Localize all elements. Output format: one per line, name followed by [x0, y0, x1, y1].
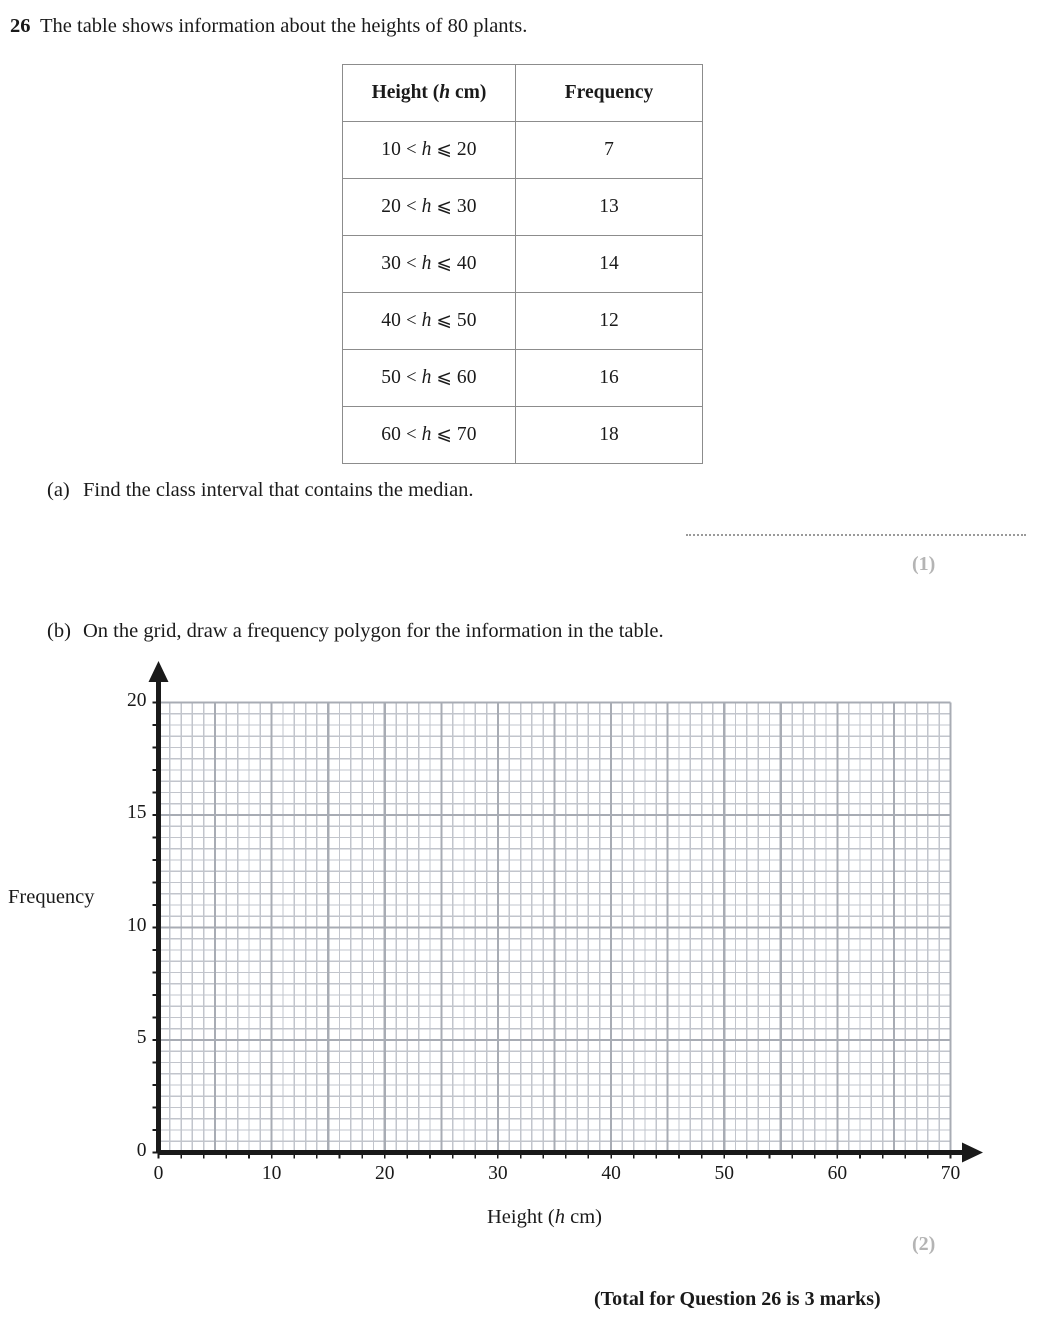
graph-axes [149, 661, 984, 1163]
interval-upper: 70 [456, 424, 477, 445]
table-row [343, 407, 703, 464]
interval-upper: 50 [456, 310, 477, 331]
x-tick-label: 0 [153, 1162, 164, 1184]
cell-frequency: 18 [516, 407, 703, 464]
grid-minor-lines [159, 703, 951, 1153]
table-header-row [343, 65, 703, 122]
cell-height-interval [343, 350, 516, 407]
interval-lower: 10 [381, 139, 402, 160]
cell-height-interval [343, 407, 516, 464]
cell-frequency: 7 [516, 122, 703, 179]
interval-op-lower: < [406, 140, 417, 160]
x-tick-label: 60 [827, 1162, 848, 1184]
interval-variable: h [421, 367, 432, 388]
column-header-height: Height (h cm) [343, 65, 516, 122]
axis-tick-marks [153, 703, 951, 1159]
interval-op-lower: < [406, 425, 417, 445]
part-a-text [47, 479, 474, 502]
cell-frequency: 13 [516, 179, 703, 236]
y-tick-label: 10 [127, 914, 147, 936]
x-tick-label: 30 [488, 1162, 508, 1184]
interval-upper: 20 [456, 139, 477, 160]
cell-height-interval [343, 122, 516, 179]
column-header-frequency: Frequency [516, 65, 703, 122]
interval-variable: h [421, 253, 432, 274]
interval-op-upper: ⩽ [436, 368, 452, 388]
table-body [343, 122, 703, 464]
interval-upper: 40 [456, 253, 477, 274]
interval-variable: h [421, 310, 432, 331]
cell-height-interval [343, 293, 516, 350]
y-tick-label: 15 [127, 802, 147, 823]
x-axis-arrow [962, 1143, 983, 1163]
interval-variable: h [421, 139, 432, 160]
part-b-text [47, 620, 664, 643]
interval-lower: 20 [381, 196, 402, 217]
x-tick-label: 40 [601, 1162, 621, 1184]
cell-height-interval [343, 179, 516, 236]
answer-line-part-a[interactable] [686, 534, 1026, 536]
table-row [343, 122, 703, 179]
interval-lower: 60 [381, 424, 402, 445]
interval-variable: h [421, 424, 432, 445]
cell-height-interval [343, 236, 516, 293]
x-tick-label: 10 [261, 1162, 282, 1184]
cell-frequency: 12 [516, 293, 703, 350]
interval-op-upper: ⩽ [436, 425, 452, 445]
table-row [343, 350, 703, 407]
total-marks-footer: (Total for Question 26 is 3 marks) [594, 1288, 881, 1310]
part-b-question: On the grid, draw a frequency polygon for the information in the table. [83, 620, 664, 642]
interval-lower: 40 [381, 310, 402, 331]
y-axis-label: Frequency [8, 886, 95, 908]
x-tick-label: 70 [940, 1162, 961, 1184]
y-tick-label: 0 [136, 1139, 147, 1161]
interval-lower: 30 [381, 253, 402, 274]
cell-frequency: 16 [516, 350, 703, 407]
part-a-question: Find the class interval that contains the median. [83, 479, 474, 501]
interval-op-lower: < [406, 254, 417, 274]
interval-op-upper: ⩽ [436, 311, 452, 331]
question-header [10, 14, 1010, 39]
cell-frequency: 14 [516, 236, 703, 293]
grid-major-lines [159, 703, 951, 1153]
y-axis-arrow [149, 661, 169, 682]
question-number: 26 [10, 15, 31, 37]
x-tick-label: 50 [714, 1162, 734, 1184]
interval-op-upper: ⩽ [436, 140, 452, 160]
interval-op-lower: < [406, 368, 417, 388]
interval-op-lower: < [406, 197, 417, 217]
marks-part-a: (1) [912, 553, 936, 575]
interval-upper: 60 [456, 367, 477, 388]
table-row [343, 293, 703, 350]
part-a-label: (a) [47, 479, 70, 501]
interval-lower: 50 [381, 367, 402, 388]
x-tick-label: 20 [375, 1162, 395, 1184]
y-tick-label: 20 [127, 689, 147, 711]
interval-op-upper: ⩽ [436, 197, 452, 217]
table-row [343, 236, 703, 293]
height-variable: h [439, 82, 451, 103]
y-tick-label: 5 [136, 1027, 147, 1048]
table-row [343, 179, 703, 236]
interval-upper: 30 [456, 196, 477, 217]
question-stem: The table shows information about the heights of 80 plants. [40, 15, 528, 37]
marks-part-b: (2) [912, 1233, 936, 1255]
interval-op-lower: < [406, 311, 417, 331]
interval-op-upper: ⩽ [436, 254, 452, 274]
interval-variable: h [421, 196, 432, 217]
frequency-table [342, 64, 703, 464]
part-b-label: (b) [47, 620, 71, 642]
x-axis-label: Height (h cm) [487, 1206, 602, 1228]
